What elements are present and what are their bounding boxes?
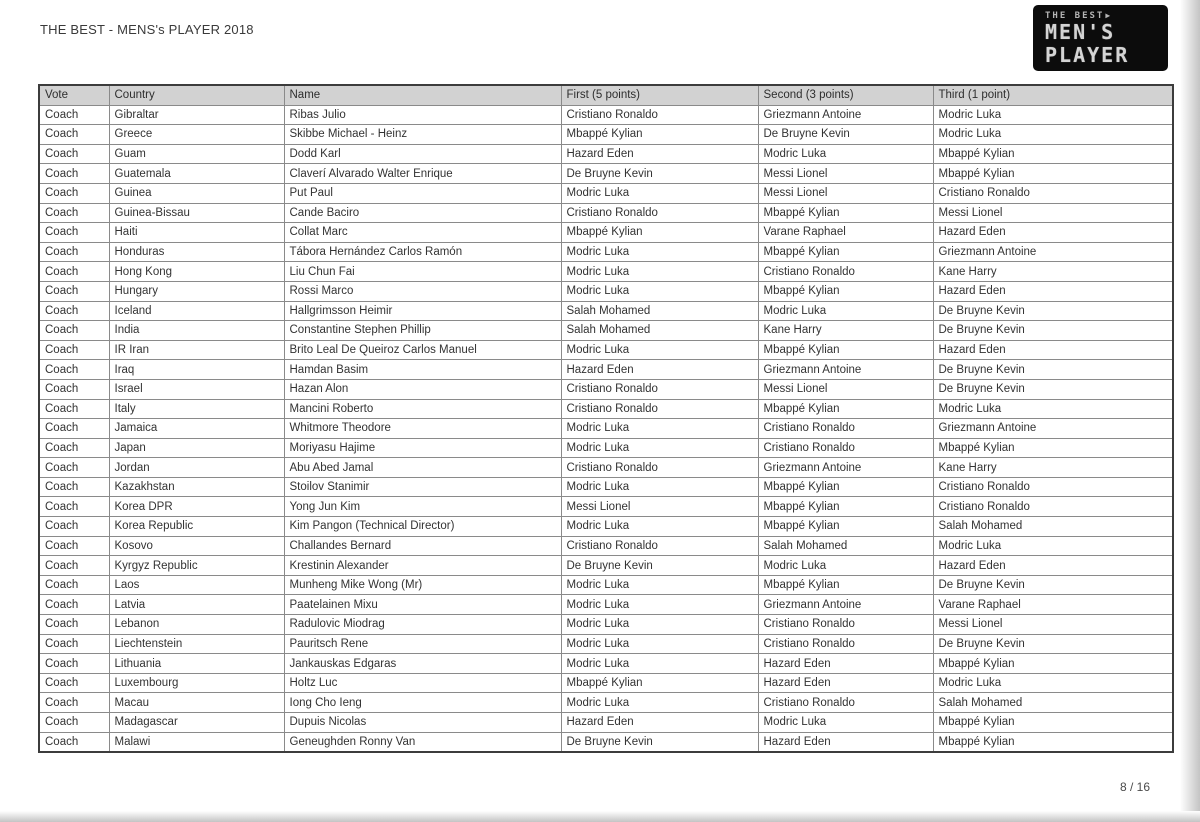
cell-third: Mbappé Kylian [933, 164, 1173, 184]
cell-name: Ribas Julio [284, 105, 561, 125]
cell-vote: Coach [39, 262, 109, 282]
cell-first: Messi Lionel [561, 497, 758, 517]
cell-third: De Bruyne Kevin [933, 321, 1173, 341]
table-row [39, 713, 1173, 733]
cell-first: Modric Luka [561, 438, 758, 458]
cell-first: Modric Luka [561, 575, 758, 595]
cell-country: Liechtenstein [109, 634, 284, 654]
cell-third: Kane Harry [933, 262, 1173, 282]
cell-second: Mbappé Kylian [758, 340, 933, 360]
cell-country: Kosovo [109, 536, 284, 556]
cell-country: India [109, 321, 284, 341]
cell-third: Cristiano Ronaldo [933, 477, 1173, 497]
cell-vote: Coach [39, 399, 109, 419]
cell-third: Salah Mohamed [933, 517, 1173, 537]
cell-country: Gibraltar [109, 105, 284, 125]
cell-vote: Coach [39, 125, 109, 145]
cell-name: Krestinin Alexander [284, 556, 561, 576]
logo-word-player: PLAYER [1045, 43, 1130, 67]
column-header-country: Country [109, 85, 284, 105]
table-row [39, 615, 1173, 635]
cell-country: Hong Kong [109, 262, 284, 282]
table-row [39, 360, 1173, 380]
cell-second: Cristiano Ronaldo [758, 615, 933, 635]
cell-name: Geneughden Ronny Van [284, 732, 561, 752]
table-row [39, 419, 1173, 439]
cell-vote: Coach [39, 536, 109, 556]
table-row [39, 458, 1173, 478]
cell-first: De Bruyne Kevin [561, 556, 758, 576]
cell-second: Hazard Eden [758, 654, 933, 674]
cell-first: Salah Mohamed [561, 321, 758, 341]
cell-name: Skibbe Michael - Heinz [284, 125, 561, 145]
cell-name: Put Paul [284, 183, 561, 203]
cell-name: Rossi Marco [284, 281, 561, 301]
cell-country: Korea DPR [109, 497, 284, 517]
cell-second: Modric Luka [758, 556, 933, 576]
cell-third: Griezmann Antoine [933, 419, 1173, 439]
cell-country: Macau [109, 693, 284, 713]
cell-name: Holtz Luc [284, 673, 561, 693]
cell-country: Malawi [109, 732, 284, 752]
cell-first: Cristiano Ronaldo [561, 203, 758, 223]
table-row [39, 242, 1173, 262]
cell-country: Iraq [109, 360, 284, 380]
cell-country: Hungary [109, 281, 284, 301]
cell-name: Stoilov Stanimir [284, 477, 561, 497]
cell-name: Liu Chun Fai [284, 262, 561, 282]
cell-first: Modric Luka [561, 517, 758, 537]
cell-first: Modric Luka [561, 262, 758, 282]
cell-vote: Coach [39, 517, 109, 537]
table-row [39, 340, 1173, 360]
cell-second: Griezmann Antoine [758, 360, 933, 380]
cell-first: De Bruyne Kevin [561, 164, 758, 184]
cell-first: Modric Luka [561, 340, 758, 360]
cell-first: Modric Luka [561, 654, 758, 674]
table-row [39, 595, 1173, 615]
cell-first: Modric Luka [561, 281, 758, 301]
cell-name: Hallgrimsson Heimir [284, 301, 561, 321]
cell-country: Lebanon [109, 615, 284, 635]
cell-second: Mbappé Kylian [758, 281, 933, 301]
cell-second: Modric Luka [758, 301, 933, 321]
cell-country: Luxembourg [109, 673, 284, 693]
cell-name: Whitmore Theodore [284, 419, 561, 439]
cell-first: Modric Luka [561, 419, 758, 439]
cell-third: De Bruyne Kevin [933, 379, 1173, 399]
cell-first: Modric Luka [561, 615, 758, 635]
table-row [39, 321, 1173, 341]
cell-country: Haiti [109, 223, 284, 243]
cell-vote: Coach [39, 497, 109, 517]
cell-first: De Bruyne Kevin [561, 732, 758, 752]
cell-vote: Coach [39, 458, 109, 478]
cell-name: Yong Jun Kim [284, 497, 561, 517]
table-row [39, 183, 1173, 203]
cell-third: Modric Luka [933, 105, 1173, 125]
cell-second: Salah Mohamed [758, 536, 933, 556]
cell-country: Israel [109, 379, 284, 399]
cell-name: Constantine Stephen Phillip [284, 321, 561, 341]
cell-vote: Coach [39, 301, 109, 321]
cell-second: Mbappé Kylian [758, 242, 933, 262]
cell-country: Madagascar [109, 713, 284, 733]
cell-name: Tábora Hernández Carlos Ramón [284, 242, 561, 262]
cell-second: Messi Lionel [758, 164, 933, 184]
cell-third: Hazard Eden [933, 556, 1173, 576]
cell-third: Mbappé Kylian [933, 438, 1173, 458]
table-row [39, 497, 1173, 517]
cell-name: Hazan Alon [284, 379, 561, 399]
cell-vote: Coach [39, 379, 109, 399]
table-row [39, 575, 1173, 595]
cell-third: Hazard Eden [933, 223, 1173, 243]
cell-country: Lithuania [109, 654, 284, 674]
cell-first: Cristiano Ronaldo [561, 536, 758, 556]
column-header-first: First (5 points) [561, 85, 758, 105]
table-row [39, 281, 1173, 301]
votes-table [38, 84, 1174, 753]
cell-country: Japan [109, 438, 284, 458]
cell-country: Italy [109, 399, 284, 419]
scan-shadow-right [1180, 0, 1200, 822]
cell-third: Mbappé Kylian [933, 732, 1173, 752]
cell-vote: Coach [39, 281, 109, 301]
cell-first: Hazard Eden [561, 360, 758, 380]
cell-first: Modric Luka [561, 595, 758, 615]
cell-name: Kim Pangon (Technical Director) [284, 517, 561, 537]
cell-name: Dupuis Nicolas [284, 713, 561, 733]
the-best-mens-player-logo [1033, 5, 1168, 71]
cell-third: Mbappé Kylian [933, 713, 1173, 733]
column-header-vote: Vote [39, 85, 109, 105]
cell-first: Hazard Eden [561, 144, 758, 164]
cell-first: Modric Luka [561, 242, 758, 262]
table-row [39, 517, 1173, 537]
table-row [39, 673, 1173, 693]
cell-first: Hazard Eden [561, 713, 758, 733]
cell-vote: Coach [39, 360, 109, 380]
cell-third: Cristiano Ronaldo [933, 183, 1173, 203]
cell-third: Modric Luka [933, 399, 1173, 419]
cell-country: Jordan [109, 458, 284, 478]
cell-country: IR Iran [109, 340, 284, 360]
cell-second: Kane Harry [758, 321, 933, 341]
table-row [39, 105, 1173, 125]
cell-second: De Bruyne Kevin [758, 125, 933, 145]
cell-country: Latvia [109, 595, 284, 615]
cell-country: Guatemala [109, 164, 284, 184]
play-icon: ▶ [1105, 11, 1113, 20]
cell-vote: Coach [39, 203, 109, 223]
column-header-name: Name [284, 85, 561, 105]
table-row [39, 399, 1173, 419]
cell-first: Salah Mohamed [561, 301, 758, 321]
cell-country: Iceland [109, 301, 284, 321]
cell-country: Guinea [109, 183, 284, 203]
cell-name: Abu Abed Jamal [284, 458, 561, 478]
cell-third: Mbappé Kylian [933, 654, 1173, 674]
cell-vote: Coach [39, 732, 109, 752]
table-row [39, 301, 1173, 321]
table-header-row [39, 85, 1173, 105]
cell-name: Munheng Mike Wong (Mr) [284, 575, 561, 595]
cell-first: Mbappé Kylian [561, 673, 758, 693]
cell-third: Kane Harry [933, 458, 1173, 478]
cell-name: Challandes Bernard [284, 536, 561, 556]
cell-name: Hamdan Basim [284, 360, 561, 380]
cell-vote: Coach [39, 654, 109, 674]
table-row [39, 125, 1173, 145]
cell-second: Griezmann Antoine [758, 105, 933, 125]
cell-second: Mbappé Kylian [758, 575, 933, 595]
cell-vote: Coach [39, 693, 109, 713]
cell-first: Cristiano Ronaldo [561, 105, 758, 125]
cell-country: Kazakhstan [109, 477, 284, 497]
logo-word-mens: MEN'S [1045, 20, 1116, 44]
cell-first: Modric Luka [561, 693, 758, 713]
cell-name: Collat Marc [284, 223, 561, 243]
cell-second: Modric Luka [758, 144, 933, 164]
logo-tagline-text: THE BEST [1045, 11, 1105, 21]
table-row [39, 536, 1173, 556]
cell-third: De Bruyne Kevin [933, 301, 1173, 321]
cell-vote: Coach [39, 673, 109, 693]
cell-second: Mbappé Kylian [758, 399, 933, 419]
table-row [39, 654, 1173, 674]
cell-second: Mbappé Kylian [758, 497, 933, 517]
cell-vote: Coach [39, 595, 109, 615]
page-title: THE BEST - MENS's PLAYER 2018 [40, 22, 254, 37]
cell-country: Guam [109, 144, 284, 164]
table-row [39, 164, 1173, 184]
cell-second: Griezmann Antoine [758, 458, 933, 478]
cell-second: Mbappé Kylian [758, 517, 933, 537]
cell-name: Brito Leal De Queiroz Carlos Manuel [284, 340, 561, 360]
cell-vote: Coach [39, 438, 109, 458]
cell-country: Guinea-Bissau [109, 203, 284, 223]
cell-third: Modric Luka [933, 536, 1173, 556]
cell-vote: Coach [39, 419, 109, 439]
table-row [39, 438, 1173, 458]
cell-third: Modric Luka [933, 673, 1173, 693]
cell-third: Hazard Eden [933, 340, 1173, 360]
column-header-third: Third (1 point) [933, 85, 1173, 105]
cell-second: Griezmann Antoine [758, 595, 933, 615]
cell-name: Moriyasu Hajime [284, 438, 561, 458]
cell-second: Mbappé Kylian [758, 477, 933, 497]
cell-name: Cande Baciro [284, 203, 561, 223]
cell-name: Radulovic Miodrag [284, 615, 561, 635]
page-number: 8 / 16 [1119, 780, 1151, 794]
column-header-second: Second (3 points) [758, 85, 933, 105]
cell-country: Laos [109, 575, 284, 595]
cell-second: Cristiano Ronaldo [758, 693, 933, 713]
cell-first: Modric Luka [561, 477, 758, 497]
cell-second: Mbappé Kylian [758, 203, 933, 223]
cell-first: Modric Luka [561, 634, 758, 654]
table-row [39, 203, 1173, 223]
cell-third: De Bruyne Kevin [933, 575, 1173, 595]
cell-second: Hazard Eden [758, 673, 933, 693]
cell-third: Messi Lionel [933, 203, 1173, 223]
table-row [39, 732, 1173, 752]
table-row [39, 223, 1173, 243]
cell-second: Messi Lionel [758, 379, 933, 399]
cell-third: Hazard Eden [933, 281, 1173, 301]
cell-second: Varane Raphael [758, 223, 933, 243]
cell-name: Claverí Alvarado Walter Enrique [284, 164, 561, 184]
cell-first: Mbappé Kylian [561, 223, 758, 243]
cell-country: Korea Republic [109, 517, 284, 537]
table-row [39, 379, 1173, 399]
cell-third: De Bruyne Kevin [933, 634, 1173, 654]
cell-first: Mbappé Kylian [561, 125, 758, 145]
cell-vote: Coach [39, 615, 109, 635]
cell-vote: Coach [39, 144, 109, 164]
table-row [39, 262, 1173, 282]
cell-third: Griezmann Antoine [933, 242, 1173, 262]
table-row [39, 556, 1173, 576]
cell-country: Honduras [109, 242, 284, 262]
cell-vote: Coach [39, 575, 109, 595]
cell-first: Modric Luka [561, 183, 758, 203]
table-row [39, 634, 1173, 654]
cell-second: Messi Lionel [758, 183, 933, 203]
scan-shadow-bottom [0, 811, 1200, 822]
cell-name: Jankauskas Edgaras [284, 654, 561, 674]
cell-first: Cristiano Ronaldo [561, 458, 758, 478]
cell-vote: Coach [39, 223, 109, 243]
cell-vote: Coach [39, 183, 109, 203]
cell-name: Dodd Karl [284, 144, 561, 164]
cell-second: Hazard Eden [758, 732, 933, 752]
cell-name: Paatelainen Mixu [284, 595, 561, 615]
cell-vote: Coach [39, 321, 109, 341]
cell-third: Cristiano Ronaldo [933, 497, 1173, 517]
cell-country: Kyrgyz Republic [109, 556, 284, 576]
cell-first: Cristiano Ronaldo [561, 379, 758, 399]
table-row [39, 144, 1173, 164]
cell-second: Cristiano Ronaldo [758, 438, 933, 458]
cell-third: Messi Lionel [933, 615, 1173, 635]
cell-name: Iong Cho Ieng [284, 693, 561, 713]
cell-country: Greece [109, 125, 284, 145]
cell-second: Modric Luka [758, 713, 933, 733]
cell-second: Cristiano Ronaldo [758, 419, 933, 439]
cell-third: Varane Raphael [933, 595, 1173, 615]
cell-first: Cristiano Ronaldo [561, 399, 758, 419]
cell-third: Mbappé Kylian [933, 144, 1173, 164]
cell-vote: Coach [39, 105, 109, 125]
cell-vote: Coach [39, 242, 109, 262]
cell-third: De Bruyne Kevin [933, 360, 1173, 380]
cell-second: Cristiano Ronaldo [758, 634, 933, 654]
cell-third: Salah Mohamed [933, 693, 1173, 713]
cell-second: Cristiano Ronaldo [758, 262, 933, 282]
cell-name: Mancini Roberto [284, 399, 561, 419]
cell-name: Pauritsch Rene [284, 634, 561, 654]
cell-vote: Coach [39, 556, 109, 576]
cell-country: Jamaica [109, 419, 284, 439]
cell-vote: Coach [39, 164, 109, 184]
table-row [39, 477, 1173, 497]
cell-vote: Coach [39, 340, 109, 360]
table-row [39, 693, 1173, 713]
cell-vote: Coach [39, 713, 109, 733]
cell-third: Modric Luka [933, 125, 1173, 145]
cell-vote: Coach [39, 634, 109, 654]
cell-vote: Coach [39, 477, 109, 497]
